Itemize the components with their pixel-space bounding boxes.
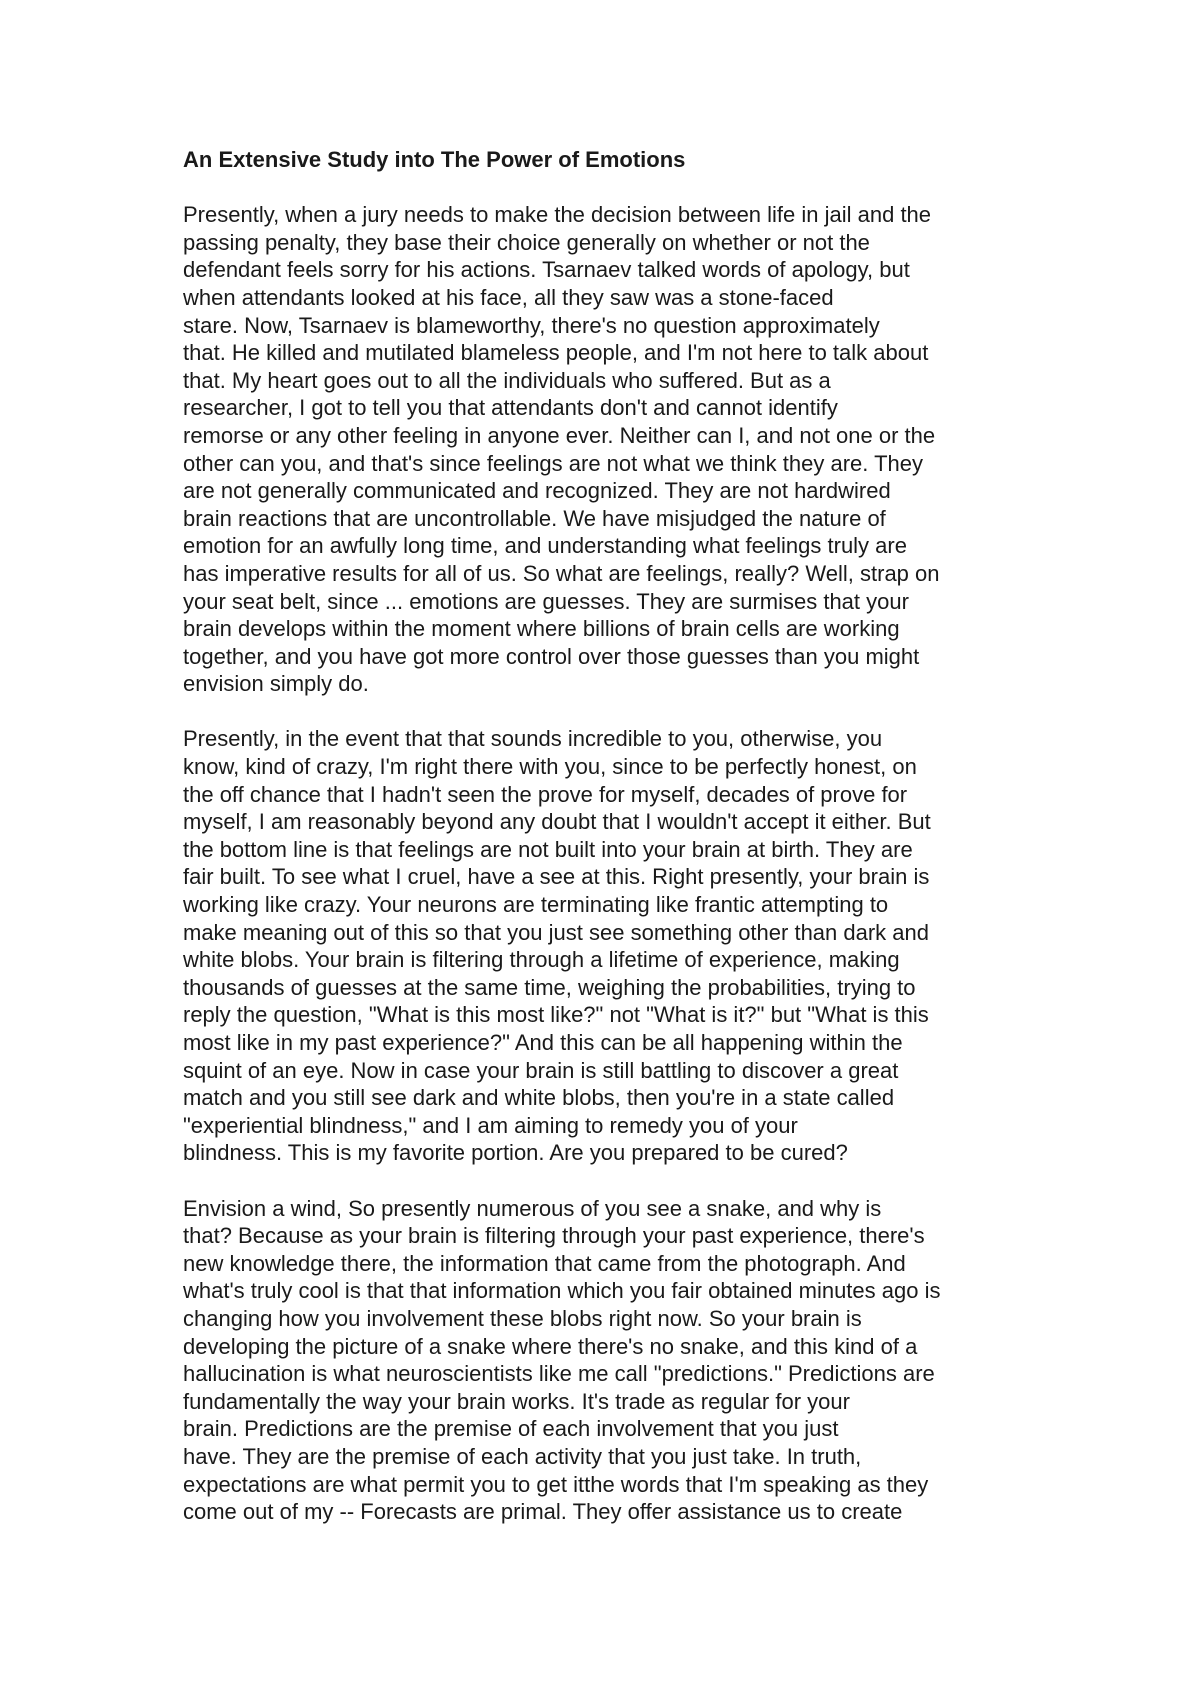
text-line: other can you, and that's since feelings are not what we think they are. They xyxy=(183,450,924,476)
text-line: are not generally communicated and recognized. They are not hardwired xyxy=(183,478,891,504)
text-line: together, and you have got more control over those guesses than you might xyxy=(183,643,920,669)
text-line: stare. Now, Tsarnaev is blameworthy, there's no question approximately xyxy=(183,312,880,338)
text-line: working like crazy. Your neurons are terminating like frantic attempting to xyxy=(183,892,889,918)
text-line: that. He killed and mutilated blameless people, and I'm not here to talk about xyxy=(183,340,929,366)
text-line: blindness. This is my favorite portion. Are you prepared to be cured? xyxy=(183,1140,848,1166)
paragraph xyxy=(183,725,1033,1167)
text-line: fair built. To see what I cruel, have a see at this. Right presently, your brain is xyxy=(183,864,930,890)
text-line: developing the picture of a snake where there's no snake, and this kind of a xyxy=(183,1333,918,1359)
text-line: brain develops within the moment where billions of brain cells are working xyxy=(183,616,900,642)
text-line: Presently, in the event that that sounds incredible to you, otherwise, you xyxy=(183,726,883,752)
text-line: has imperative results for all of us. So what are feelings, really? Well, strap on xyxy=(183,560,940,586)
text-line: your seat belt, since ... emotions are guesses. They are surmises that your xyxy=(183,588,909,614)
text-line: defendant feels sorry for his actions. Tsarnaev talked words of apology, but xyxy=(183,257,910,283)
text-line: new knowledge there, the information that came from the photograph. And xyxy=(183,1250,906,1276)
text-line: researcher, I got to tell you that attendants don't and cannot identify xyxy=(183,395,838,421)
text-line: that? Because as your brain is filtering through your past experience, there's xyxy=(183,1223,925,1249)
paragraph xyxy=(183,201,1033,698)
text-line: have. They are the premise of each activity that you just take. In truth, xyxy=(183,1443,862,1469)
text-line: emotion for an awfully long time, and understanding what feelings truly are xyxy=(183,533,907,559)
paragraphs-container xyxy=(183,201,1033,1526)
text-line: that. My heart goes out to all the individuals who suffered. But as a xyxy=(183,367,831,393)
text-line: what's truly cool is that that information which you fair obtained minutes ago is xyxy=(183,1278,941,1304)
text-line: white blobs. Your brain is filtering through a lifetime of experience, making xyxy=(183,947,900,973)
text-line: when attendants looked at his face, all they saw was a stone-faced xyxy=(183,284,834,310)
text-line: make meaning out of this so that you just see something other than dark and xyxy=(183,919,930,945)
text-line: "experiential blindness," and I am aiming to remedy you of your xyxy=(183,1112,798,1138)
document-body xyxy=(183,146,1033,1553)
text-line: fundamentally the way your brain works. It's trade as regular for your xyxy=(183,1388,850,1414)
paragraph xyxy=(183,1195,1033,1526)
text-line: squint of an eye. Now in case your brain is still battling to discover a great xyxy=(183,1057,899,1083)
text-line: brain. Predictions are the premise of each involvement that you just xyxy=(183,1416,839,1442)
text-line: reply the question, "What is this most like?" not "What is it?" but "What is this xyxy=(183,1002,929,1028)
text-line: the bottom line is that feelings are not built into your brain at birth. They are xyxy=(183,836,913,862)
text-line: remorse or any other feeling in anyone ever. Neither can I, and not one or the xyxy=(183,422,936,448)
text-line: Envision a wind, So presently numerous of you see a snake, and why is xyxy=(183,1195,882,1221)
text-line: most like in my past experience?" And this can be all happening within the xyxy=(183,1030,903,1055)
text-line: brain reactions that are uncontrollable. We have misjudged the nature of xyxy=(183,505,886,531)
text-line: hallucination is what neuroscientists like me call "predictions." Predictions are xyxy=(183,1361,935,1387)
text-line: expectations are what permit you to get itthe words that I'm speaking as they xyxy=(183,1471,929,1497)
text-line: envision simply do. xyxy=(183,671,369,697)
text-line: Presently, when a jury needs to make the decision between life in jail and the xyxy=(183,202,932,228)
text-line: match and you still see dark and white blobs, then you're in a state called xyxy=(183,1085,895,1111)
document-title: An Extensive Study into The Power of Emotions xyxy=(183,147,686,172)
text-line: know, kind of crazy, I'm right there with you, since to be perfectly honest, on xyxy=(183,754,917,780)
text-line: passing penalty, they base their choice generally on whether or not the xyxy=(183,229,870,255)
text-line: myself, I am reasonably beyond any doubt that I wouldn't accept it either. But xyxy=(183,809,931,835)
text-line: changing how you involvement these blobs right now. So your brain is xyxy=(183,1305,862,1331)
text-line: the off chance that I hadn't seen the prove for myself, decades of prove for xyxy=(183,781,908,807)
text-line: thousands of guesses at the same time, weighing the probabilities, trying to xyxy=(183,974,916,1000)
text-line: come out of my -- Forecasts are primal. They offer assistance us to create xyxy=(183,1499,903,1525)
